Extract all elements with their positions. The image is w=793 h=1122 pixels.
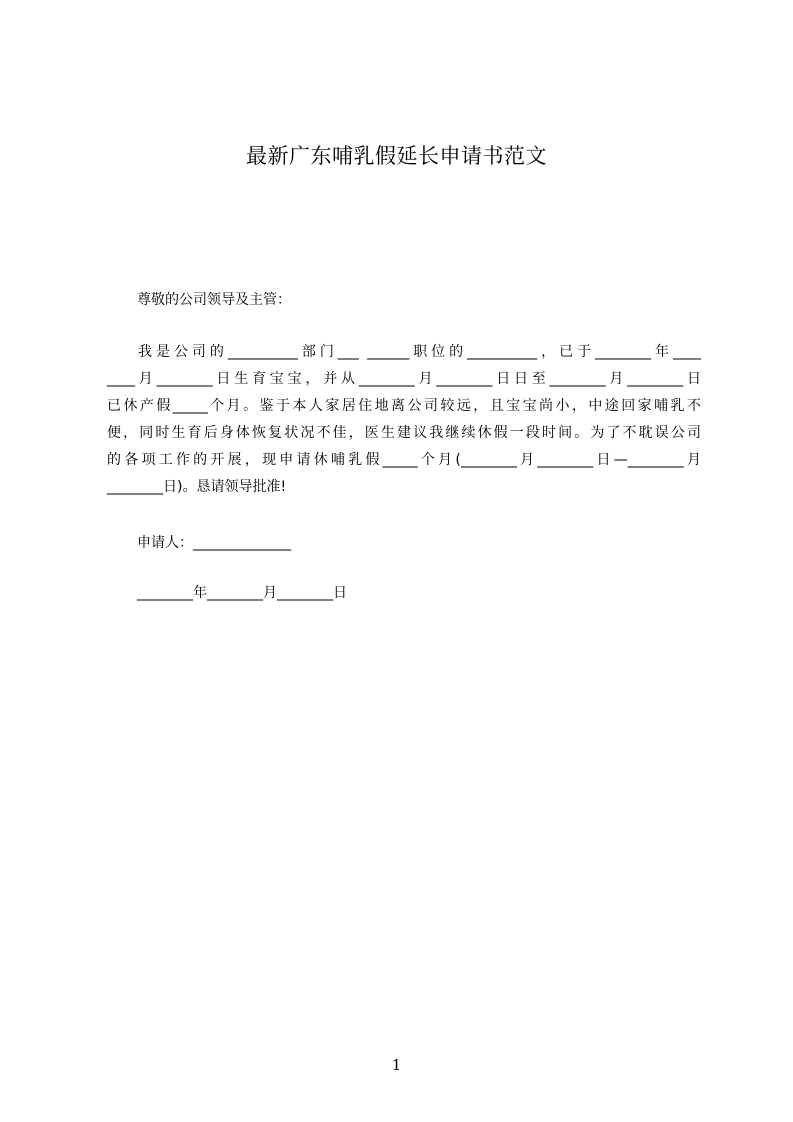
body-line: ________日)。恳请领导批准! [107,479,287,495]
body-line: 便，同时生育后身体恢复状况不佳，医生建议我继续休假一段时间。为了不耽误公司 [107,425,701,441]
applicant-signature-line: 申请人：______________ [137,535,291,551]
page-number: 1 [391,1056,402,1074]
date-line: ________年________月________日 [137,585,347,601]
salutation: 尊敬的公司领导及主管： [137,292,291,308]
document-title: 最新广东哺乳假延长申请书范文 [246,144,547,168]
body-line: 的各项工作的开展，现申请休哺乳假_____个月(________月________日—________月 [107,452,701,468]
body-line: 我是公司的__________部门___ ______职位的__________，已于________年____ [138,344,701,360]
body-line: ____月________日生育宝宝，并从________月________日日至________月________日 [107,371,701,387]
body-line: 已休产假_____个月。鉴于本人家居住地离公司较远，且宝宝尚小，中途回家哺乳不 [107,398,701,414]
